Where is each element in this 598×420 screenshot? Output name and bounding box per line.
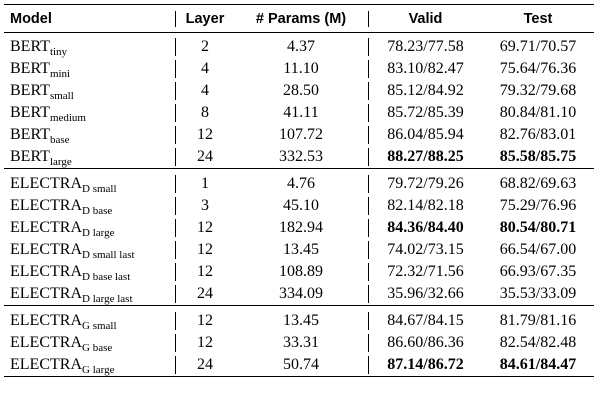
valid-score-cell: 74.02/73.15 — [387, 241, 464, 258]
table-row — [4, 124, 594, 146]
model-name-cell — [4, 60, 176, 78]
params-cell: 28.50 — [234, 82, 369, 100]
params-cell: 182.94 — [234, 219, 369, 237]
params-cell: 4.76 — [234, 175, 369, 193]
layer-cell: 12 — [197, 219, 213, 236]
model-base-name: BERT — [10, 126, 50, 143]
table-row — [4, 36, 594, 58]
model-variant-subscript: D large last — [82, 293, 133, 305]
model-name-cell — [4, 104, 176, 122]
model-base-name: BERT — [10, 82, 50, 99]
model-variant-subscript: D large — [82, 227, 115, 239]
table-row — [4, 195, 594, 217]
test-score-cell: 35.53/33.09 — [499, 285, 577, 302]
header-model: Model — [4, 11, 176, 27]
params-cell: 33.31 — [234, 334, 369, 352]
layer-cell: 8 — [201, 104, 209, 121]
layer-cell: 2 — [201, 38, 209, 55]
row-group — [4, 310, 594, 377]
valid-score-cell: 86.60/86.36 — [387, 334, 464, 351]
model-name-cell — [4, 263, 176, 281]
model-base-name: ELECTRA — [10, 175, 82, 192]
model-variant-subscript: G base — [82, 342, 113, 354]
params-cell: 50.74 — [234, 356, 369, 374]
model-base-name: BERT — [10, 38, 50, 55]
model-variant-subscript: large — [49, 156, 72, 168]
test-score-cell: 80.54/80.71 — [499, 219, 577, 236]
model-base-name: BERT — [10, 104, 50, 121]
layer-cell: 1 — [201, 175, 209, 192]
test-score-cell: 80.84/81.10 — [499, 104, 577, 121]
table-row — [4, 80, 594, 102]
model-variant-subscript: G small — [82, 320, 117, 332]
valid-score-cell: 84.67/84.15 — [387, 312, 464, 329]
valid-score-cell: 88.27/88.25 — [387, 148, 464, 165]
table-row — [4, 146, 594, 168]
model-name-cell — [4, 175, 176, 193]
model-base-name: ELECTRA — [10, 197, 82, 214]
test-score-cell: 69.71/70.57 — [499, 38, 577, 55]
table-row — [4, 217, 594, 239]
model-base-name: ELECTRA — [10, 356, 82, 373]
test-score-cell: 82.54/82.48 — [499, 334, 577, 351]
header-params: # Params (M) — [234, 11, 369, 27]
model-name-cell — [4, 241, 176, 259]
model-variant-subscript: base — [49, 134, 70, 146]
row-group — [4, 36, 594, 169]
model-variant-subscript: D base last — [82, 271, 131, 283]
params-cell: 332.53 — [234, 148, 369, 166]
valid-score-cell: 85.72/85.39 — [387, 104, 464, 121]
model-base-name: ELECTRA — [10, 241, 82, 258]
table-row — [4, 354, 594, 376]
params-cell: 41.11 — [234, 104, 369, 122]
model-variant-subscript: G large — [82, 364, 115, 376]
test-score-cell: 81.79/81.16 — [499, 312, 577, 329]
model-base-name: ELECTRA — [10, 263, 82, 280]
header-layer: Layer — [185, 10, 225, 27]
valid-score-cell: 79.72/79.26 — [387, 175, 464, 192]
table-row — [4, 261, 594, 283]
table-row — [4, 58, 594, 80]
test-score-cell: 82.76/83.01 — [499, 126, 577, 143]
valid-score-cell: 83.10/82.47 — [387, 60, 464, 77]
table-row — [4, 239, 594, 261]
test-score-cell: 84.61/84.47 — [499, 356, 577, 373]
row-group — [4, 173, 594, 306]
valid-score-cell: 78.23/77.58 — [387, 38, 464, 55]
model-name-cell — [4, 219, 176, 237]
layer-cell: 24 — [197, 285, 213, 302]
layer-cell: 12 — [197, 334, 213, 351]
model-variant-subscript: medium — [49, 112, 86, 124]
test-score-cell: 79.32/79.68 — [499, 82, 577, 99]
model-variant-subscript: mini — [49, 68, 71, 80]
layer-cell: 12 — [197, 126, 213, 143]
table-row — [4, 283, 594, 305]
results-table — [4, 4, 594, 377]
model-variant-subscript: D small last — [82, 249, 135, 261]
layer-cell: 4 — [201, 82, 209, 99]
model-name-cell — [4, 285, 176, 303]
model-name-cell — [4, 38, 176, 56]
model-name-cell — [4, 356, 176, 374]
table-row — [4, 332, 594, 354]
valid-score-cell: 82.14/82.18 — [387, 197, 464, 214]
params-cell: 4.37 — [234, 38, 369, 56]
params-cell: 13.45 — [234, 241, 369, 259]
params-cell: 108.89 — [234, 263, 369, 281]
model-base-name: ELECTRA — [10, 219, 82, 236]
layer-cell: 3 — [201, 197, 209, 214]
model-base-name: ELECTRA — [10, 334, 82, 351]
test-score-cell: 68.82/69.63 — [499, 175, 577, 192]
header-test: Test — [523, 10, 553, 27]
model-name-cell — [4, 148, 176, 166]
params-cell: 334.09 — [234, 285, 369, 303]
model-name-cell — [4, 82, 176, 100]
layer-cell: 12 — [197, 263, 213, 280]
model-variant-subscript: D base — [82, 205, 113, 217]
test-score-cell: 66.54/67.00 — [499, 241, 577, 258]
test-score-cell: 75.29/76.96 — [499, 197, 577, 214]
model-base-name: ELECTRA — [10, 312, 82, 329]
table-header — [4, 4, 594, 33]
valid-score-cell: 72.32/71.56 — [387, 263, 464, 280]
layer-cell: 12 — [197, 241, 213, 258]
valid-score-cell: 86.04/85.94 — [387, 126, 464, 143]
layer-cell: 4 — [201, 60, 209, 77]
model-name-cell — [4, 126, 176, 144]
table-row — [4, 173, 594, 195]
valid-score-cell: 87.14/86.72 — [387, 356, 464, 373]
table-row — [4, 310, 594, 332]
model-name-cell — [4, 197, 176, 215]
model-base-name: BERT — [10, 148, 50, 165]
params-cell: 11.10 — [234, 60, 369, 78]
model-name-cell — [4, 334, 176, 352]
model-base-name: BERT — [10, 60, 50, 77]
test-score-cell: 75.64/76.36 — [499, 60, 577, 77]
params-cell: 107.72 — [234, 126, 369, 144]
model-base-name: ELECTRA — [10, 285, 82, 302]
layer-cell: 12 — [197, 312, 213, 329]
valid-score-cell: 85.12/84.92 — [387, 82, 464, 99]
table-body — [4, 36, 594, 377]
model-name-cell — [4, 312, 176, 330]
valid-score-cell: 35.96/32.66 — [387, 285, 464, 302]
header-valid: Valid — [408, 10, 443, 27]
params-cell: 45.10 — [234, 197, 369, 215]
model-variant-subscript: tiny — [49, 46, 68, 58]
layer-cell: 24 — [197, 148, 213, 165]
model-variant-subscript: small — [49, 90, 74, 102]
layer-cell: 24 — [197, 356, 213, 373]
test-score-cell: 66.93/67.35 — [499, 263, 577, 280]
table-row — [4, 102, 594, 124]
valid-score-cell: 84.36/84.40 — [387, 219, 464, 236]
test-score-cell: 85.58/85.75 — [499, 148, 577, 165]
params-cell: 13.45 — [234, 312, 369, 330]
model-variant-subscript: D small — [82, 183, 117, 195]
